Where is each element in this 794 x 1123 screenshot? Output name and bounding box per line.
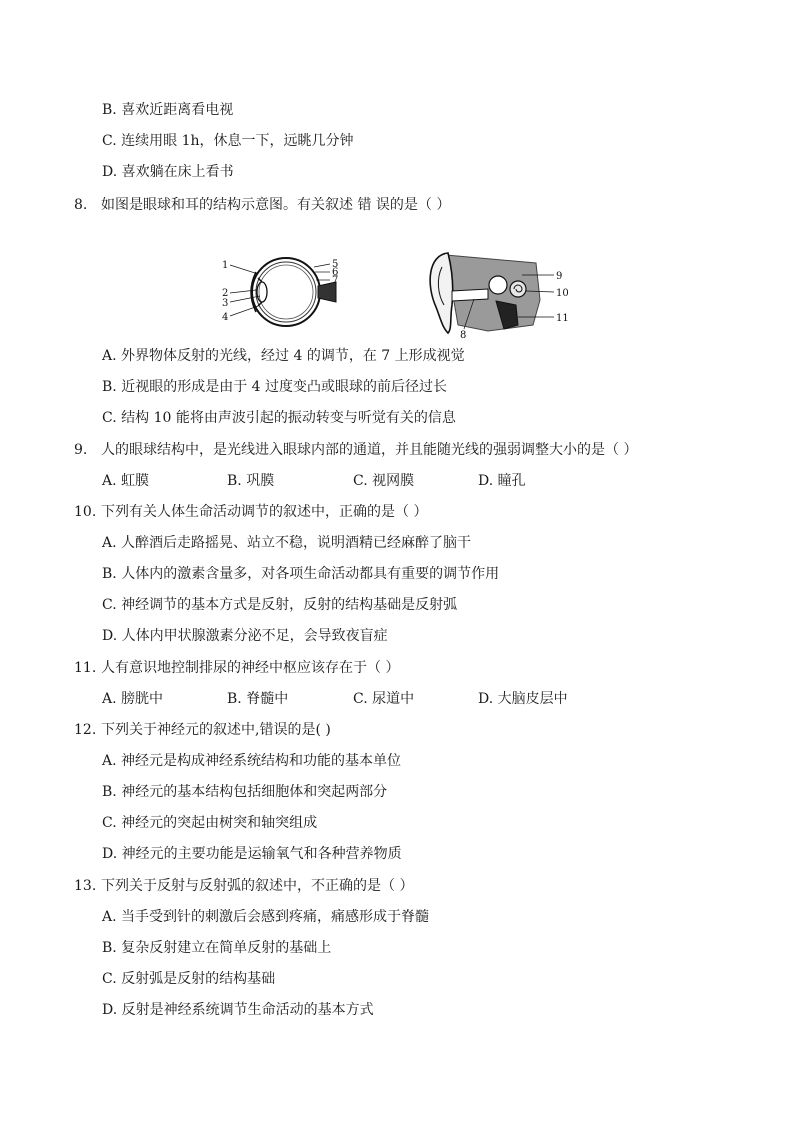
q9-number: 9. (74, 442, 88, 458)
q8-number: 8. (74, 197, 88, 213)
q13-option-d: D. 反射是神经系统调节生命活动的基本方式 (102, 1002, 374, 1018)
q10-option-c: C. 神经调节的基本方式是反射，反射的结构基础是反射弧 (102, 597, 458, 613)
q11-stem: 人有意识地控制排尿的神经中枢应该存在于（ ） (101, 660, 400, 676)
q12-option-a: A. 神经元是构成神经系统结构和功能的基本单位 (102, 753, 402, 769)
q9-option-c: C. 视网膜 (353, 473, 415, 489)
q11-number: 11. (74, 660, 97, 676)
q11-option-c: C. 尿道中 (353, 691, 415, 707)
q8-option-c: C. 结构 10 能将由声波引起的振动转变与听觉有关的信息 (102, 410, 456, 426)
ear-label-11: 11 (556, 313, 569, 324)
q9-stem: 人的眼球结构中，是光线进入眼球内部的通道，并且能随光线的强弱调整大小的是（ ） (101, 442, 638, 458)
ear-label-8: 8 (460, 330, 467, 340)
q12-option-b: B. 神经元的基本结构包括细胞体和突起两部分 (102, 784, 388, 800)
q8-stem: 如图是眼球和耳的结构示意图。有关叙述 错 误的是（ ） (101, 197, 451, 213)
eye-diagram (218, 250, 348, 335)
q10-stem: 下列有关人体生命活动调节的叙述中，正确的是（ ） (101, 504, 428, 520)
eye-label-6: 6 (332, 267, 339, 278)
q13-option-a: A. 当手受到针的刺激后会感到疼痛，痛感形成于脊髓 (102, 909, 430, 925)
q11-option-a: A. 膀胱中 (102, 691, 164, 707)
q13-number: 13. (74, 878, 97, 894)
q12-stem: 下列关于神经元的叙述中,错误的是( ) (101, 722, 331, 738)
q13-option-c: C. 反射弧是反射的结构基础 (102, 971, 276, 987)
q13-option-b: B. 复杂反射建立在简单反射的基础上 (102, 940, 332, 956)
eye-label-7: 7 (332, 275, 339, 286)
q9-option-b: B. 巩膜 (227, 473, 275, 489)
q12-option-c: C. 神经元的突起由树突和轴突组成 (102, 815, 318, 831)
eye-label-1: 1 (222, 260, 229, 271)
q11-option-d: D. 大脑皮层中 (478, 691, 568, 707)
q10-option-b: B. 人体内的激素含量多，对各项生命活动都具有重要的调节作用 (102, 566, 500, 582)
eye-label-3: 3 (222, 298, 229, 309)
q10-option-a: A. 人醉酒后走路摇晃、站立不稳，说明酒精已经麻醉了脑干 (102, 535, 472, 551)
q8-option-b: B. 近视眼的形成是由于 4 过度变凸或眼球的前后径过长 (102, 379, 447, 395)
q12-option-d: D. 神经元的主要功能是运输氧气和各种营养物质 (102, 846, 402, 862)
q9-option-a: A. 虹膜 (102, 473, 150, 489)
eye-label-4: 4 (222, 312, 229, 323)
eye-label-5: 5 (332, 259, 339, 270)
q10-option-d: D. 人体内甲状腺激素分泌不足，会导致夜盲症 (102, 628, 388, 644)
ear-label-9: 9 (556, 271, 563, 282)
q7-option-c: C. 连续用眼 1h，休息一下，远眺几分钟 (102, 133, 354, 149)
q10-number: 10. (74, 504, 97, 520)
q12-number: 12. (74, 722, 97, 738)
eye-label-2: 2 (222, 288, 229, 299)
q9-option-d: D. 瞳孔 (478, 473, 526, 489)
ear-label-10: 10 (556, 288, 569, 299)
q7-option-d: D. 喜欢躺在床上看书 (102, 164, 234, 180)
q11-option-b: B. 脊髓中 (227, 691, 289, 707)
q8-option-a: A. 外界物体反射的光线，经过 4 的调节，在 7 上形成视觉 (102, 348, 465, 364)
q13-stem: 下列关于反射与反射弧的叙述中，不正确的是（ ） (101, 878, 414, 894)
ear-diagram (418, 245, 578, 340)
q7-option-b: B. 喜欢近距离看电视 (102, 102, 234, 118)
